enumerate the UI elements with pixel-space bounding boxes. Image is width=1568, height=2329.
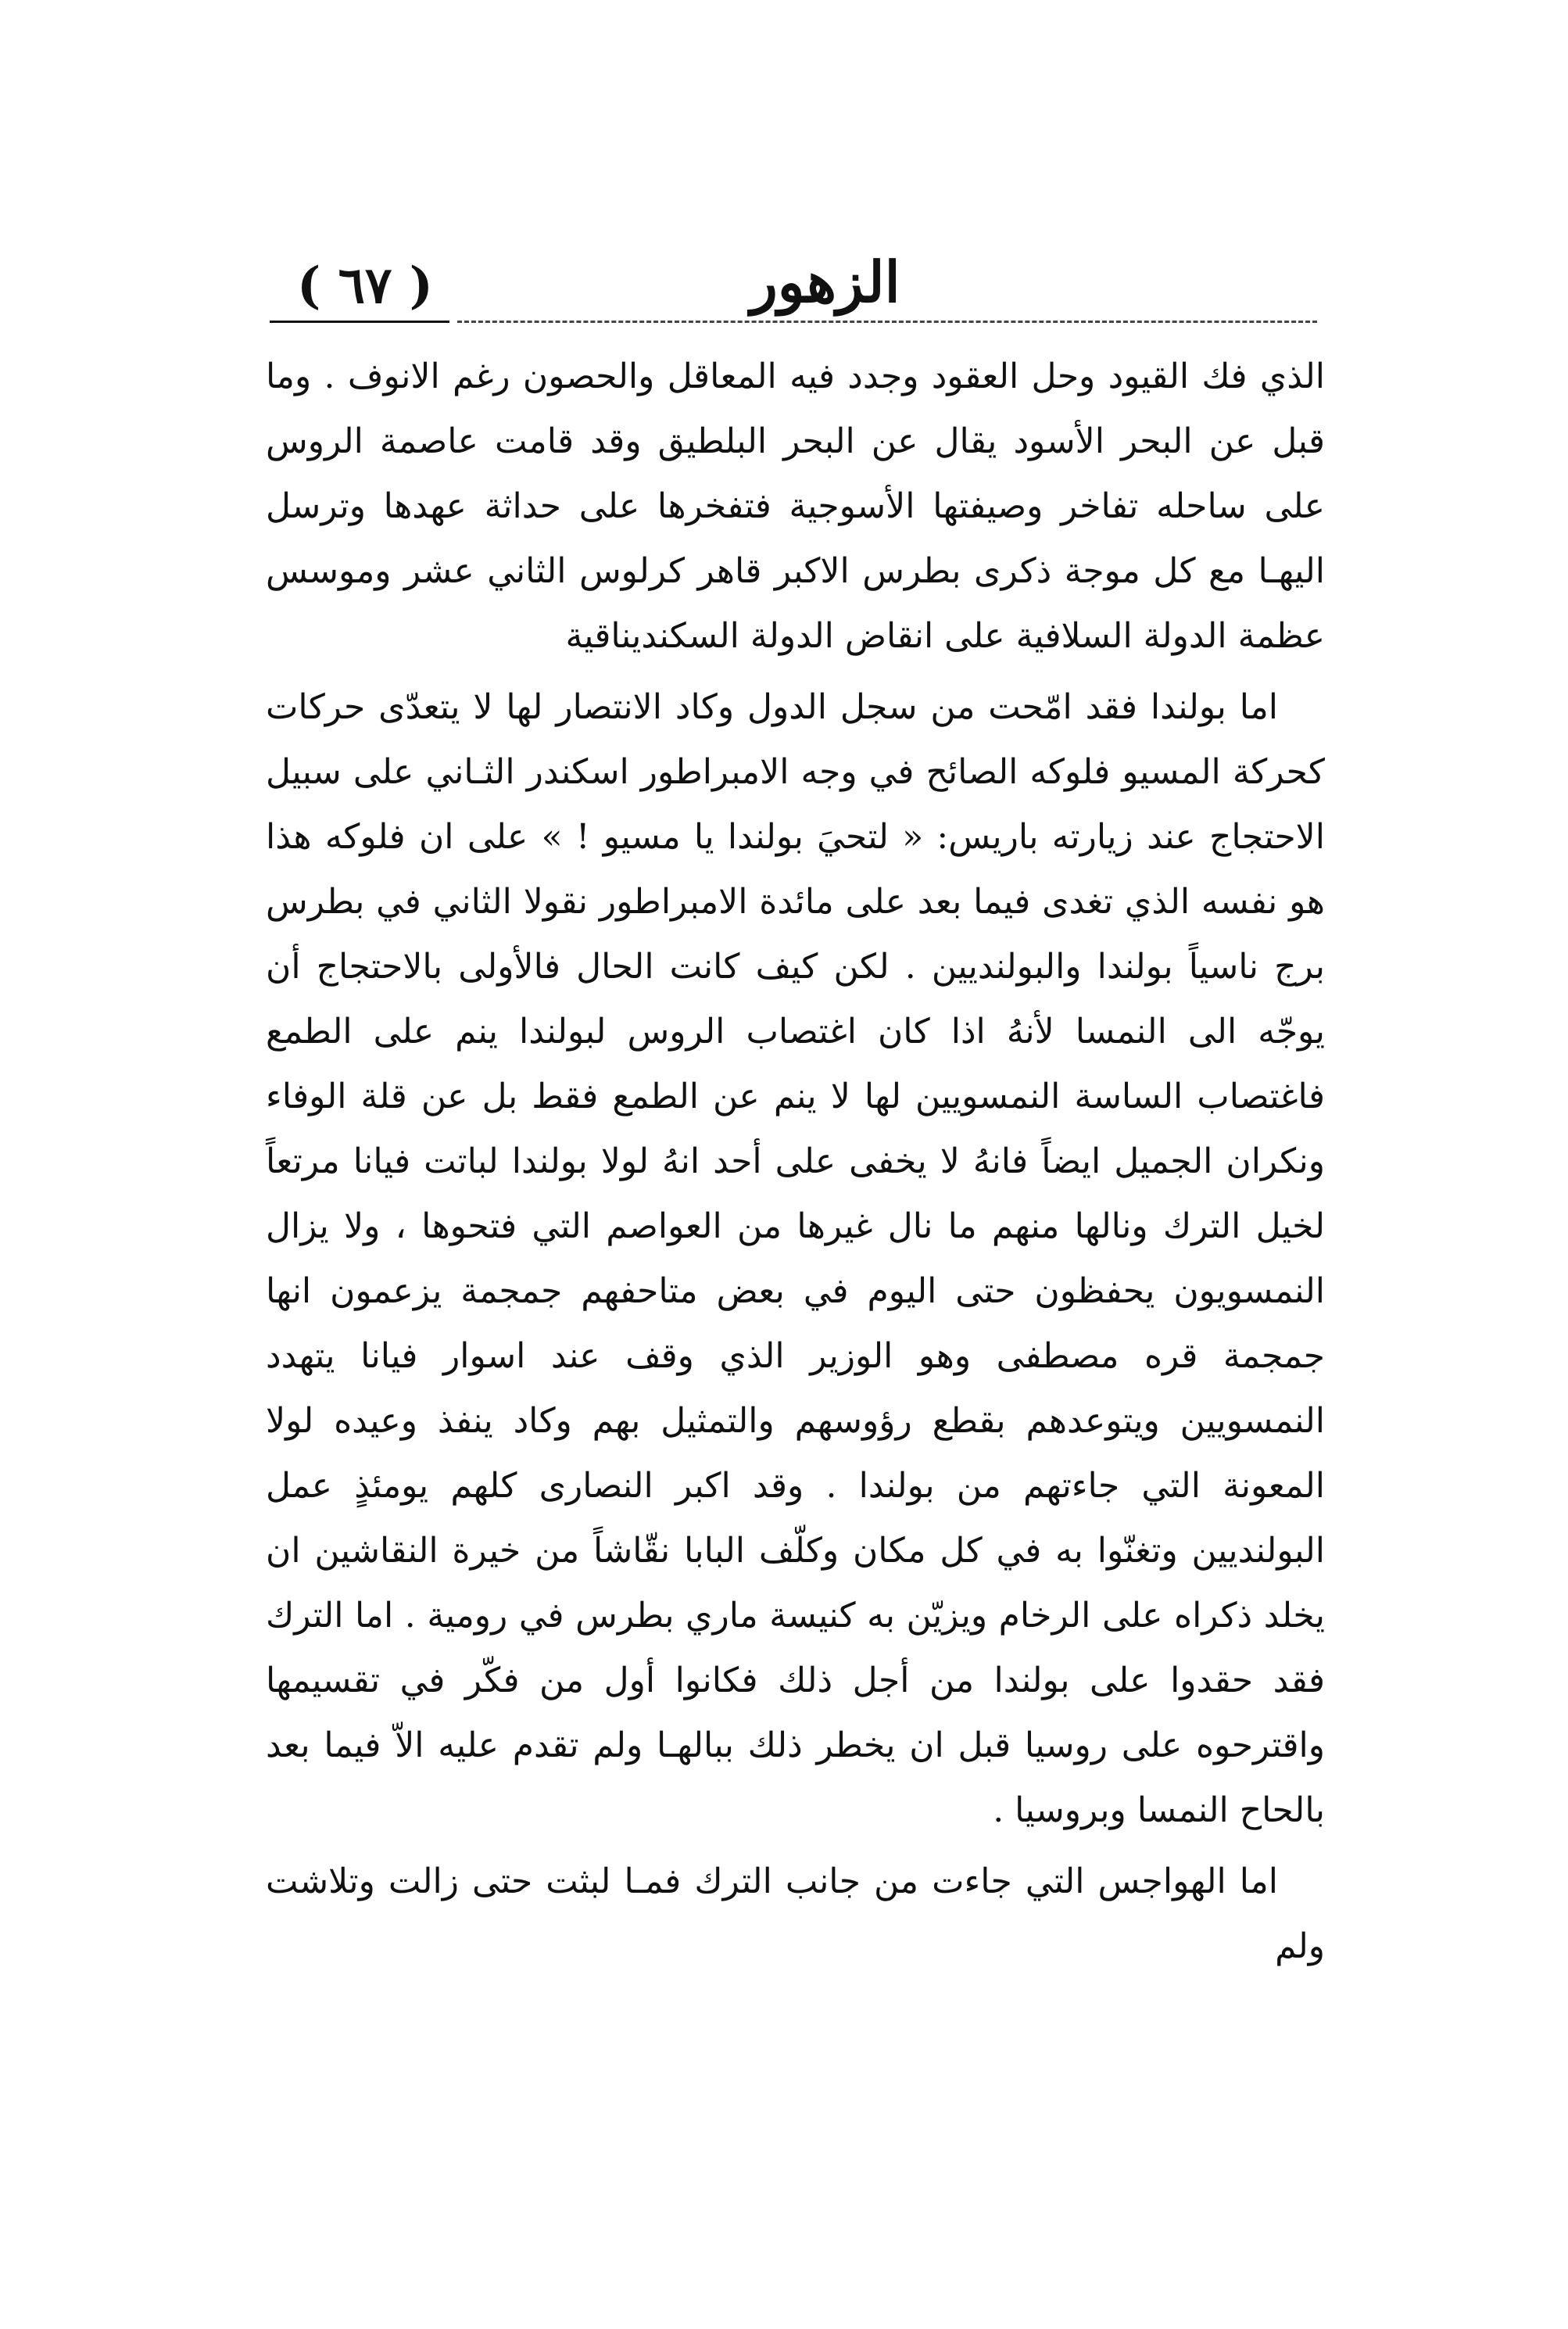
paragraph-turkish-concerns: اما الهواجس التي جاءت من جانب الترك فمـا لبثت حتى زالت وتلاشت ولم	[266, 1861, 1325, 1966]
page-header	[266, 249, 1321, 327]
header-rule-solid	[270, 321, 449, 323]
paragraph-gap	[266, 668, 1325, 675]
running-title: الزهور	[750, 249, 900, 315]
page-number: ( ٦٧ )	[297, 256, 433, 315]
body-text	[266, 344, 1325, 1979]
paragraph-continuation: الذي فك القيود وحل العقود وجدد فيه المعاقل والحصون رغم الانوف . وما قبل عن البحر الأسود يقال عن البحر البلطيق وقد قامت عاصمة الروس على ساحله تفاخر وصيفتها الأسوجية فتفخرها على حداثة عهدها وترسل اليهـا مع كل موجة ذكرى بطرس الاكبر قاهر كرلوس الثاني عشر وموسس عظمة الدولة السلافية على انقاض الدولة السكنديناقية	[266, 357, 1325, 656]
header-rule-dashed	[457, 321, 1317, 323]
paragraph-poland: اما بولندا فقد امّحت من سجل الدول وكاد الانتصار لها لا يتعدّى حركات كحركة المسيو فلوكه الصائح في وجه الامبراطور اسكندر الثـاني على سبيل الاحتجاج عند زيارته باريس: « لتحيَ بولندا يا مسيو ! » على ان فلوكه هذا هو نفسه الذي تغدى فيما بعد على مائدة الامبراطور نقولا الثاني في بطرس برج ناسياً بولندا والبولنديين . لكن كيف كانت الحال فالأولى بالاحتجاج أن يوجّه الى النمسا لأنهُ اذا كان اغتصاب الروس لبولندا ينم على الطمع فاغتصاب الساسة النمسويين لها لا ينم عن الطمع فقط بل عن قلة الوفاء ونكران الجميل ايضاً فانهُ لا يخفى على أحد انهُ لولا بولندا لباتت فيانا مرتعاً لخيل الترك ونالها منهم ما نال غيرها من العواصم التي فتحوها ، ولا يزال النمسويون يحفظون حتى اليوم في بعض متاحفهم جمجمة يزعمون انها جمجمة قره مصطفى وهو الوزير الذي وقف عند اسوار فيانا يتهدد النمسويين ويتوعدهم بقطع رؤوسهم والتمثيل بهم وكاد ينفذ وعيده لولا المعونة التي جاءتهم من بولندا . وقد اكبر النصارى كلهم يومئذٍ عمل البولنديين وتغنّوا به في كل مكان وكلّف البابا نقّاشاً من خيرة النقاشين ان يخلد ذكراه على الرخام ويزيّن به كنيسة ماري بطرس في رومية . اما الترك فقد حقدوا على بولندا من أجل ذلك فكانوا أول من فكّر في تقسيمها واقترحوه على روسيا قبل ان يخطر ذلك ببالهـا ولم تقدم عليه الاّ فيما بعد بالحاح النمسا وبروسيا .	[266, 687, 1326, 1830]
paragraph-gap	[266, 1843, 1325, 1849]
